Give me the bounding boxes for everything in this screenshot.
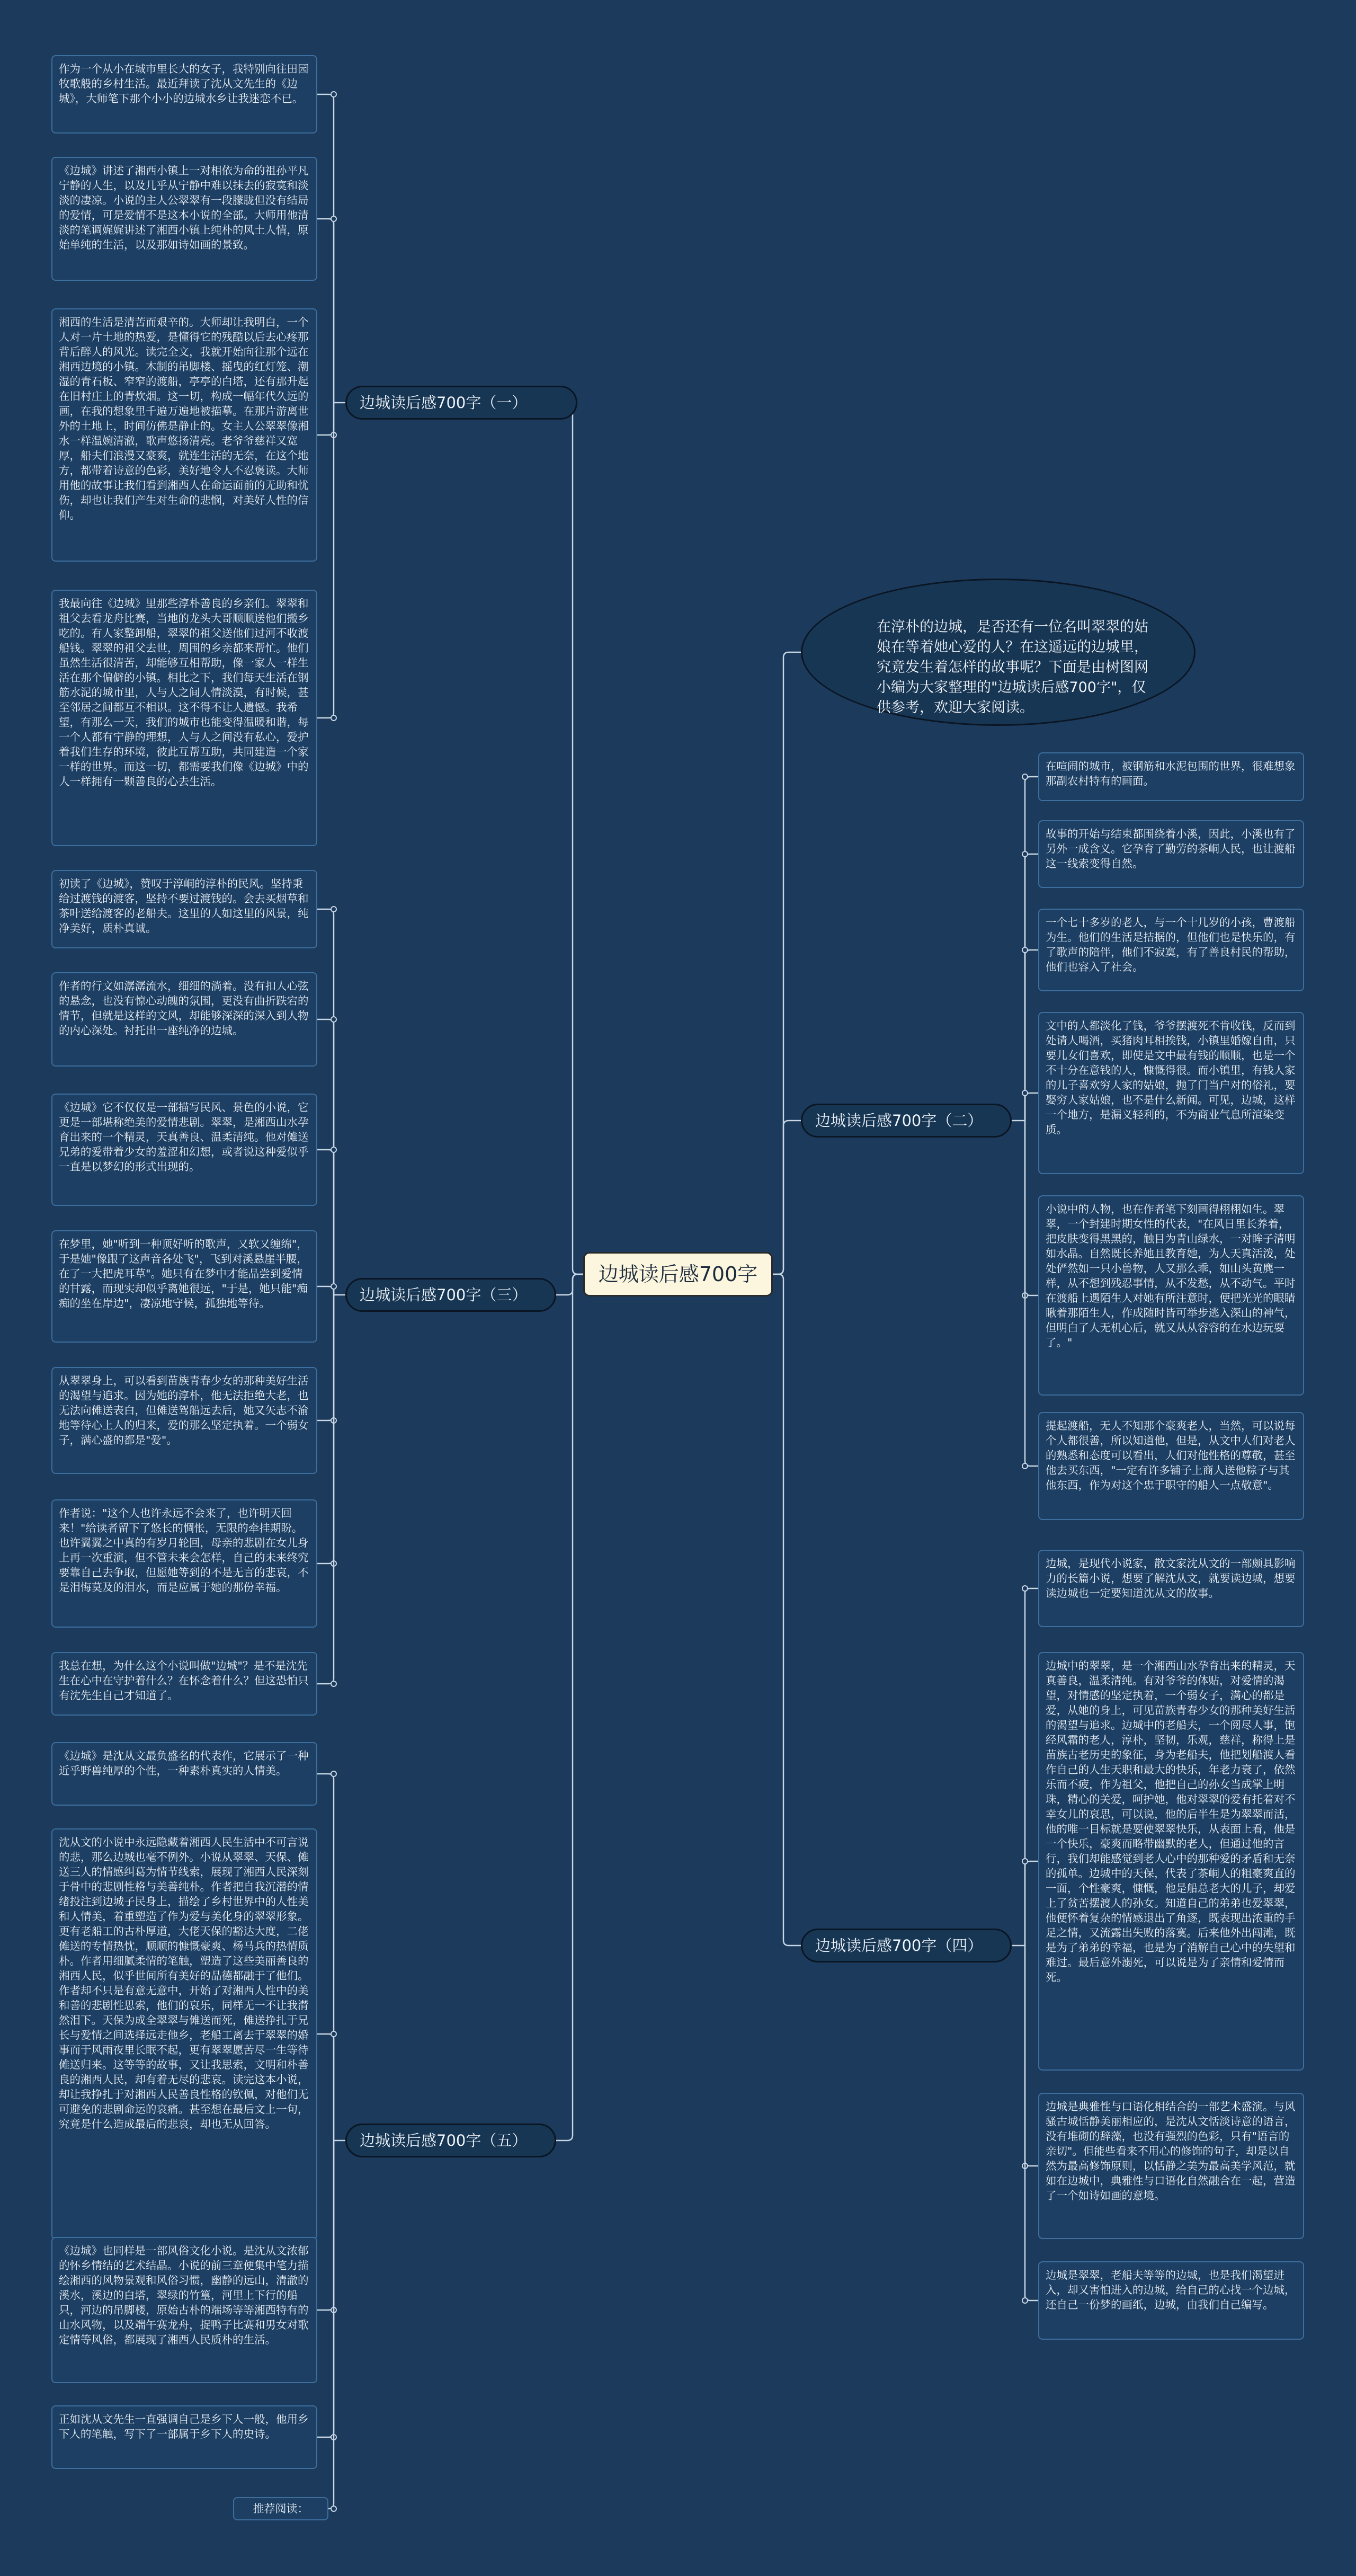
leaf-b1-4: 我最向往《边城》里那些淳朴善良的乡亲们。翠翠和祖父去看龙舟比赛，当地的龙头大哥顺顺送他们搬乡吃的。有人家整卸船，翠翠的祖父送他们过河不收渡船钱。翠翠的祖父去世，周围的乡亲都来帮忙。他们虽然生活很清苦，却能够互相帮助，像一家人一样生活在那个偏僻的小镇。相比之下，我们每天生活在钢筋水泥的城市里，人与人之间人情淡漠，有时候，甚至邻居之间都互不相识。这不得不让人遗憾。我希望，有那么一天，我们的城市也能变得温暖和谐，每一个人都有宁静的理想，人与人之间没有私心，爱护着我们生存的环境，彼此互帮互助，共同建造一个家一样的世界。而这一切，都需要我们像《边城》中的人一样拥有一颗善良的心去生活。 <box>51 590 317 846</box>
connector-dot-b5l0 <box>331 1771 336 1776</box>
connector-b3l5 <box>317 1295 334 1564</box>
connector-b5l1 <box>317 2034 334 2140</box>
connector-root-b2 <box>773 1121 801 1274</box>
root-topic[interactable]: 边城读后感700字 <box>583 1252 773 1296</box>
connector-b3l2 <box>317 1150 334 1295</box>
branch-1[interactable]: 边城读后感700字（一） <box>345 386 577 420</box>
leaf-b4-4: 边城是翠翠，老船夫等等的边城，也是我们渴望进入，却又害怕进入的边城，给自己的心找一个边城，还自己一份梦的画纸，边城，由我们自己编写。 <box>1038 2261 1304 2340</box>
connector-b2l3 <box>1025 1093 1038 1121</box>
leaf-b5-3: 《边城》也同样是一部风俗文化小说。是沈从文浓郁的怀乡情结的艺术结晶。小说的前三章便集中笔力描绘湘西的风物景观和风俗习惯，幽静的远山，清澈的溪水，溪边的白塔，翠绿的竹篁，河里上下行的船只，河边的吊脚楼，原始古朴的端场等等湘西特有的山水风物，以及端午赛龙舟，捉鸭子比赛和男女对歌定情等风俗，都展现了湘西人民质朴的生活。 <box>51 2237 317 2383</box>
leaf-b1-2: 《边城》讲述了湘西小镇上一对相依为命的祖孙平凡宁静的人生，以及几乎从宁静中难以抹去的寂寞和淡淡的凄凉。小说的主人公翠翠有一段朦胧但没有结局的爱情，可是爱情不是这本小说的全部。大师用他清淡的笔调娓娓讲述了湘西小镇上纯朴的风土人情，原始单纯的生活，以及那如诗如画的景致。 <box>51 157 317 281</box>
connector-b3l6 <box>317 1295 334 1684</box>
connector-b5l3 <box>317 2140 334 2437</box>
leaf-b2-5: 小说中的人物，也在作者笔下刻画得栩栩如生。翠翠，一个封建时期女性的代表，"在风日里长养着，把皮肤变得黑黑的，触目为青山绿水，一对眸子清明如水晶。自然既长养她且教育她，为人天真活泼，处处俨然如一只小兽物，人又那么乖，如山头黄麂一样，从不想到残忍事情，从不发愁，从不动气。平时在渡船上遇陌生人对她有所注意时，便把光光的眼睛瞅着那陌生人，作成随时皆可举步逃入深山的神气，但明白了人无机心后，就又从从容容的在水边玩耍了。" <box>1038 1195 1304 1396</box>
connector-dot-b5l4 <box>331 2506 336 2511</box>
connector-b1l2 <box>317 403 334 435</box>
connector-b5l2 <box>317 2140 334 2310</box>
connector-dot-b3l0 <box>331 907 336 912</box>
leaf-b3-7: 我总在想，为什么这个小说叫做"边城"？是不是沈先生在心中在守护着什么？在怀念着什么？但这恐怕只有沈先生自己才知道了。 <box>51 1652 317 1716</box>
connector-b1l1 <box>317 219 334 403</box>
branch-2[interactable]: 边城读后感700字（二） <box>801 1104 1012 1138</box>
connector-b1l0 <box>317 94 334 403</box>
connector-dot-b4l3 <box>1022 2298 1028 2303</box>
connector-root-intro <box>773 652 801 1274</box>
connector-b2l4 <box>1025 1121 1038 1295</box>
connector-b5l4 <box>328 2140 334 2509</box>
connector-dot-b1l0 <box>331 92 336 97</box>
connector-b5l0 <box>317 1774 334 2140</box>
leaf-b2-6: 提起渡船，无人不知那个豪爽老人，当然，可以说每个人都很善，所以知道他，但是，从文中人们对老人的熟悉和态度可以看出，人们对他性格的尊敬，甚至他去买东西，"一定有许多铺子上商人送他粽子与其他东西，作为对这个忠于职守的船人一点敬意"。 <box>1038 1412 1304 1520</box>
connector-b3l0 <box>317 909 334 1295</box>
connector-dot-b1l3 <box>331 715 336 721</box>
connector-dot-b3l2 <box>331 1147 336 1152</box>
connector-dot-b1l1 <box>331 216 336 221</box>
connector-dot-b5l1 <box>331 2031 336 2037</box>
connector-b1l3 <box>317 403 334 718</box>
leaf-b2-4: 文中的人都淡化了钱，爷爷摆渡死不肯收钱，反而到处请人喝酒，买猪肉耳相挨钱，小镇里婚嫁自由，只要儿女们喜欢，即使是文中最有钱的顺顺，也是一个不十分在意钱的人，慷慨得很。而小镇里，有钱人家的儿子喜欢穷人家的姑娘，抛了门当户对的俗礼，要娶穷人家姑娘，也不是什么新闻。可见，边城，这样一个地方，是漏义轻利的，不为商业气息所渲染变质。 <box>1038 1012 1304 1174</box>
connector-dot-b3l6 <box>331 1681 336 1686</box>
connector-dot-b2l1 <box>1022 851 1028 857</box>
leaf-b3-3: 《边城》它不仅仅是一部描写民风、景色的小说，它更是一部堪称绝美的爱情悲剧。翠翠，是湘西山水孕育出来的一个精灵，天真善良、温柔清纯。他对傩送兄弟的爱带着少女的羞涩和幻想，或者说这种爱似乎一直是以梦幻的形式出现的。 <box>51 1094 317 1206</box>
connector-dot-b2l3 <box>1022 1090 1028 1096</box>
connector-dot-b3l1 <box>331 1017 336 1022</box>
connector-dot-b2l5 <box>1022 1463 1028 1469</box>
connector-root-b5 <box>556 1274 583 2140</box>
leaf-b4-3: 边城是典雅性与口语化相结合的一部艺术盛演。与风骚古城恬静美丽相应的，是沈从文恬淡诗意的语言，没有堆砌的辞藻，也没有强烈的色彩，只有"语言的亲切"。但能些看来不用心的修饰的句子，却是以自然为最高修饰原则，以恬静之美为最高美学风范，就如在边城中，典雅性与口语化自然融合在一起，营造了一个如诗如画的意境。 <box>1038 2093 1304 2239</box>
connector-dot-b3l3 <box>331 1284 336 1289</box>
connector-b4l2 <box>1025 1946 1038 2166</box>
leaf-b3-4: 在梦里，她"听到一种顶好听的歌声，又软又缠绵"，于是她"像跟了这声音各处飞"，飞到对溪悬崖半腰，在了一大把虎耳草"。她只有在梦中才能品尝到爱情的甘露，而现实却似乎离她很远，"于是，她只能"痴痴的坐在岸边"，凄凉地守候，孤独地等待。 <box>51 1230 317 1343</box>
leaf-b2-2: 故事的开始与结束都围绕着小溪，因此，小溪也有了另外一成含义。它孕育了勤劳的茶峒人民，也让渡船这一线索变得自然。 <box>1038 820 1304 888</box>
leaf-b3-2: 作者的行文如潺潺流水，细细的淌着。没有扣人心弦的悬念，也没有惊心动魄的氛围，更没有曲折跌宕的情节，但就是这样的文风，却能够深深的深入到人物的内心深处。衬托出一座纯净的边城。 <box>51 972 317 1067</box>
connector-root-b1 <box>567 403 583 1274</box>
leaf-b3-1: 初读了《边城》，赞叹于淳峒的淳朴的民风。坚持秉给过渡钱的渡客，坚持不要过渡钱的。会去买烟草和茶叶送给渡客的老船夫。这里的人如这里的风景，纯净美好，质朴真诚。 <box>51 870 317 948</box>
connector-dot-b4l1 <box>1022 1859 1028 1864</box>
leaf-b1-1: 作为一个从小在城市里长大的女子，我特别向往田园牧歌般的乡村生活。最近拜读了沈从文先生的《边城》，大师笔下那个小小的边城水乡让我迷恋不已。 <box>51 55 317 134</box>
recommend-reading[interactable]: 推荐阅读： <box>233 2497 328 2520</box>
leaf-b3-5: 从翠翠身上，可以看到苗族青春少女的那种美好生活的渴望与追求。因为她的淳朴，他无法拒绝大老，也无法向傩送表白，但傩送驾船远去后，她又矢志不渝地等待心上人的归来，爱的那么坚定执着。一个弱女子，满心盛的都是"爱"。 <box>51 1367 317 1474</box>
intro-bubble: 在淳朴的边城，是否还有一位名叫翠翠的姑娘在等着她心爱的人？在这遥远的边城里，究竟发生着怎样的故事呢？下面是由树图网小编为大家整理的"边城读后感700字"，仅供参考，欢迎大家阅读。 <box>801 579 1196 726</box>
connector-dot-b4l0 <box>1022 1586 1028 1591</box>
connector-b3l4 <box>317 1295 334 1420</box>
branch-3[interactable]: 边城读后感700字（三） <box>345 1278 556 1312</box>
leaf-b4-2: 边城中的翠翠，是一个湘西山水孕育出来的精灵，天真善良，温柔清纯。有对爷爷的体贴，对爱情的渴望，对情感的坚定执着，一个弱女子，满心的都是爱，从她的身上，可见苗族青春少女的那种美好生活的渴望与追求。边城中的老船夫，一个阅尽人事，饱经风霜的老人，淳朴，坚韧，乐观，慈祥，称得上是苗族古老历史的象征，身为老船夫，他把划船渡人看作自己的人生天职和最大的快乐，年老力衰了，依然乐而不疲，作为祖父，他把自己的孙女当成掌上明珠，精心的关爱，呵护她，他对翠翠的爱有托着对不幸女儿的哀思，可以说，他的后半生是为翠翠而活，他的唯一目标就是要使翠翠快乐，从表面上看，他是一个快乐，豪爽而略带幽默的老人，但通过他的言行，我们却能感觉到老人心中的那种爱的矛盾和无奈的孤单。边城中的天保，代表了茶峒人的粗豪爽直的一面，个性豪爽，慷慨，他是船总老大的儿子，却爱上了贫苦摆渡人的孙女。知道自己的弟弟也爱翠翠，他便怀着复杂的情感退出了角逐，既表现出浓重的手足之情，又流露出失败的落寞。后来他外出闯滩，既是为了弟弟的幸福，也是为了消解自己心中的失望和难过。最后意外溺死，可以说是为了亲情和爱情而死。 <box>1038 1652 1304 2071</box>
leaf-b5-2: 沈从文的小说中永远隐藏着湘西人民生活中不可言说的悲，那么边城也毫不例外。小说从翠翠、天保、傩送三人的情感纠葛为情节线索，展现了湘西人民深刻于骨中的悲剧性格与美善纯朴。作者把自我沉潜的情绪投注到边城子民身上，描绘了乡村世界中的人性美和人情美，着重塑造了作为爱与美化身的翠翠形象。更有老船工的古朴厚道，大佬天保的豁达大度，二佬傩送的专情热忱，顺顺的慷慨豪爽、杨马兵的热情质朴。作者用细腻柔情的笔触，塑造了这些美丽善良的湘西人民，似乎世间所有美好的品德都融于了他们。作者却不只是有意无意中，开始了对湘西人性中的美和善的悲剧性思索，他们的哀乐，同样无一不让我潸然泪下。天保为成全翠翠与傩送而死，傩送挣扎于兄长与爱情之间选择远走他乡，老船工离去于翠翠的婚事而于风雨夜里长眠不起，更有翠翠愿苦尽一生等待傩送归来。这等等的故事，又让我思索，文明和朴善良的湘西人民，却有着无尽的悲哀。读完这本小说，却让我挣扎于对湘西人民善良性格的钦佩，对他们无可避免的悲剧命运的哀痛。甚至想在最后文上一句，究竟是什么造成最后的悲哀，却也无从回答。 <box>51 1828 317 2240</box>
leaf-b2-1: 在喧闹的城市，被钢筋和水泥包围的世界，很难想象那副农村特有的画面。 <box>1038 752 1304 801</box>
connector-b4l3 <box>1025 1946 1038 2300</box>
branch-5[interactable]: 边城读后感700字（五） <box>345 2124 556 2157</box>
connector-b2l1 <box>1025 854 1038 1121</box>
connector-b4l1 <box>1025 1861 1038 1946</box>
leaf-b5-4: 正如沈从文先生一直强调自己是乡下人一般，他用乡下人的笔触，写下了一部属于乡下人的史诗。 <box>51 2405 317 2469</box>
connector-root-b4 <box>773 1274 801 1946</box>
leaf-b5-1: 《边城》是沈从文最负盛名的代表作，它展示了一种近乎野兽纯厚的个性，一种素朴真实的人情美。 <box>51 1742 317 1806</box>
connector-b4l0 <box>1025 1588 1038 1946</box>
connector-b3l1 <box>317 1019 334 1295</box>
connector-dot-b2l2 <box>1022 947 1028 953</box>
connector-root-b3 <box>556 1274 583 1295</box>
leaf-b3-6: 作者说："这个人也许永远不会来了，也许明天回来！"给读者留下了悠长的惆怅，无限的牵挂期盼。也许翼翼之中真的有岁月轮回，母亲的悲剧在女儿身上再一次重演，但不管未来会怎样，自己的未来终究要靠自己去争取，但愿她等到的不是无言的悲哀，不是泪悔莫及的泪水，而是应属于她的那份幸福。 <box>51 1499 317 1628</box>
leaf-b4-1: 边城，是现代小说家，散文家沈从文的一部颇具影响力的长篇小说，想要了解沈从文，就要读边城，想要读边城也一定要知道沈从文的故事。 <box>1038 1550 1304 1627</box>
connector-dot-b2l0 <box>1022 774 1028 779</box>
branch-4[interactable]: 边城读后感700字（四） <box>801 1929 1012 1962</box>
leaf-b2-3: 一个七十多岁的老人，与一个十几岁的小孩，曹渡船为生。他们的生活是拮据的，但他们也是快乐的，有了歌声的陪伴，他们不寂寞，有了善良村民的帮助，他们也容入了社会。 <box>1038 909 1304 991</box>
leaf-b1-3: 湘西的生活是清苦而艰辛的。大师却让我明白，一个人对一片土地的热爱，是懂得它的残酷以后去心疼那背后醉人的风光。读完全文，我就开始向往那个远在湘西边境的小镇。木制的吊脚楼、摇曳的红灯笼、潮湿的青石板、窄窄的渡船，亭亭的白塔，还有那升起在旧村庄上的青炊烟。这一切，构成一幅年代久远的画，在我的想象里千遍万遍地被描摹。在那片游离世外的土地上，时间仿佛是静止的。女主人公翠翠像湘水一样温婉清澈，歌声悠扬清亮。老爷爷慈祥又宽厚，船夫们浪漫又豪爽，就连生活的无奈，在这个地方，都带着诗意的色彩，美好地令人不忍褒读。大师用他的故事让我们看到湘西人在命运面前的无助和忧伤，却也让我们产生对生命的悲悯，对美好人性的信仰。 <box>51 308 317 562</box>
